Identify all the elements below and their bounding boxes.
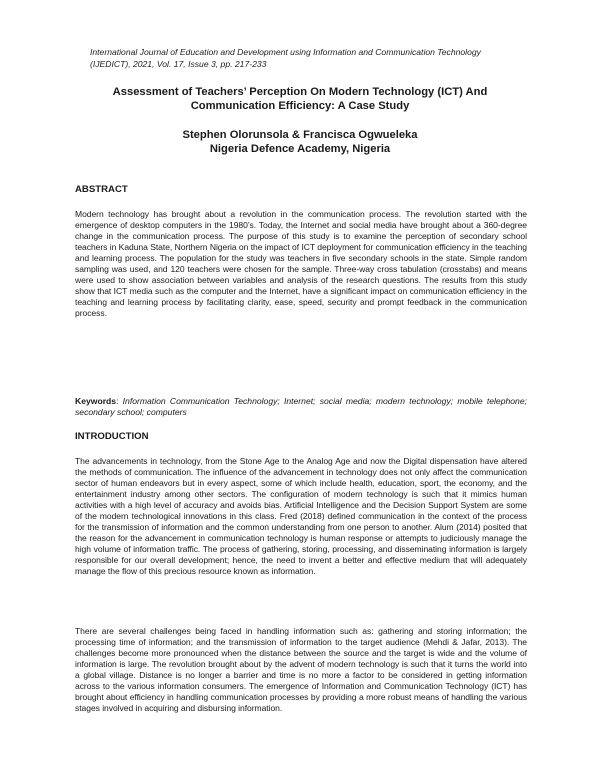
journal-citation [90,46,530,70]
introduction-paragraph-1: The advancements in technology, from the Stone Age to the Analog Age and now the Digital dispensation have altered the methods of communication. The influence of the advancement in technology does not only affect the communication sector of human endeavors but in every aspect, some of which include health, education, sport, the economy, and the entertainment industry among other sectors. The configuration of modern technology is such that it mimics human activities with a high level of accuracy and avoids bias. Artificial Intelligence and the Decision Support System are some of the modern technological innovations in this class. Fred (2018) defined communication in the context of the process for the transmission of information and the common understanding from one person to another. Alum (2014) posited that the reason for the advancement in communication technology is human response or attempts to judiciously manage the high volume of information traffic. The process of gathering, storing, processing, and disseminating information is largely responsible for our overall development; hence, the need to invent a better and effective medium that will adequately manage the flow of this precious resource known as information. [75,456,527,576]
paper-title [60,85,540,113]
keywords-text: Information Communication Technology; Internet; social media; modern technology; mobile telephone; secondary school; computers [75,396,527,417]
journal-citation-line2: (IJEDICT), 2021, Vol. 17, Issue 3, pp. 217-233 [90,59,267,69]
keywords-block: Keywords: Information Communication Technology; Internet; social media; modern technology; mobile telephone; secondary school; computers [75,396,527,417]
keywords-label: Keywords [75,396,117,406]
journal-citation-line1: International Journal of Education and Development using Information and Communication Technology [90,47,481,57]
introduction-heading: INTRODUCTION [75,431,149,442]
paper-title-line1: Assessment of Teachers’ Perception On Modern Technology (ICT) And [112,86,488,98]
introduction-paragraph-2: There are several challenges being faced in handling information such as: gathering and storing information; the processing time of information; and the transmission of information to the target audience (Mehdi & Jafar, 2013). The challenges become more pronounced when the distance between the source and the target is wide and the volume of information is large. The revolution brought about by the advent of modern technology is such that it turns the world into a global village. Distance is no longer a barrier and time is no more a factor to be considered in getting information across to the various information consumers. The emergence of Information and Communication Technology (ICT) has brought about efficiency in handling communication processes by providing a more robust means of handling the various stages involved in acquiring and disbursing information. [75,626,527,713]
author-names: Stephen Olorunsola & Francisca Ogwueleka [182,129,418,141]
author-block [60,128,540,156]
abstract-text: Modern technology has brought about a revolution in the communication process. The revolution started with the emergence of desktop computers in the 1980’s. Today, the Internet and social media have brought about a 360-degree change in the communication process. The purpose of this study is to examine the perception of secondary school teachers in Kaduna State, Northern Nigeria on the impact of ICT deployment for communication efficiency in the teaching and learning process. The population for the study was teachers in five secondary schools in the state. Simple random sampling was used, and 120 teachers were chosen for the sample. Three-way cross tabulation (crosstabs) and means were used to show association between variables and analysis of the research questions. The results from this study show that ICT media such as the computer and the Internet, have a significant impact on communication efficiency in the teaching and learning process by facilitating clarity, ease, speed, security and prompt feedback in the communication process. [75,209,527,318]
paper-title-line2: Communication Efficiency: A Case Study [190,100,410,112]
author-affiliation: Nigeria Defence Academy, Nigeria [209,143,391,155]
abstract-heading: ABSTRACT [75,184,128,195]
